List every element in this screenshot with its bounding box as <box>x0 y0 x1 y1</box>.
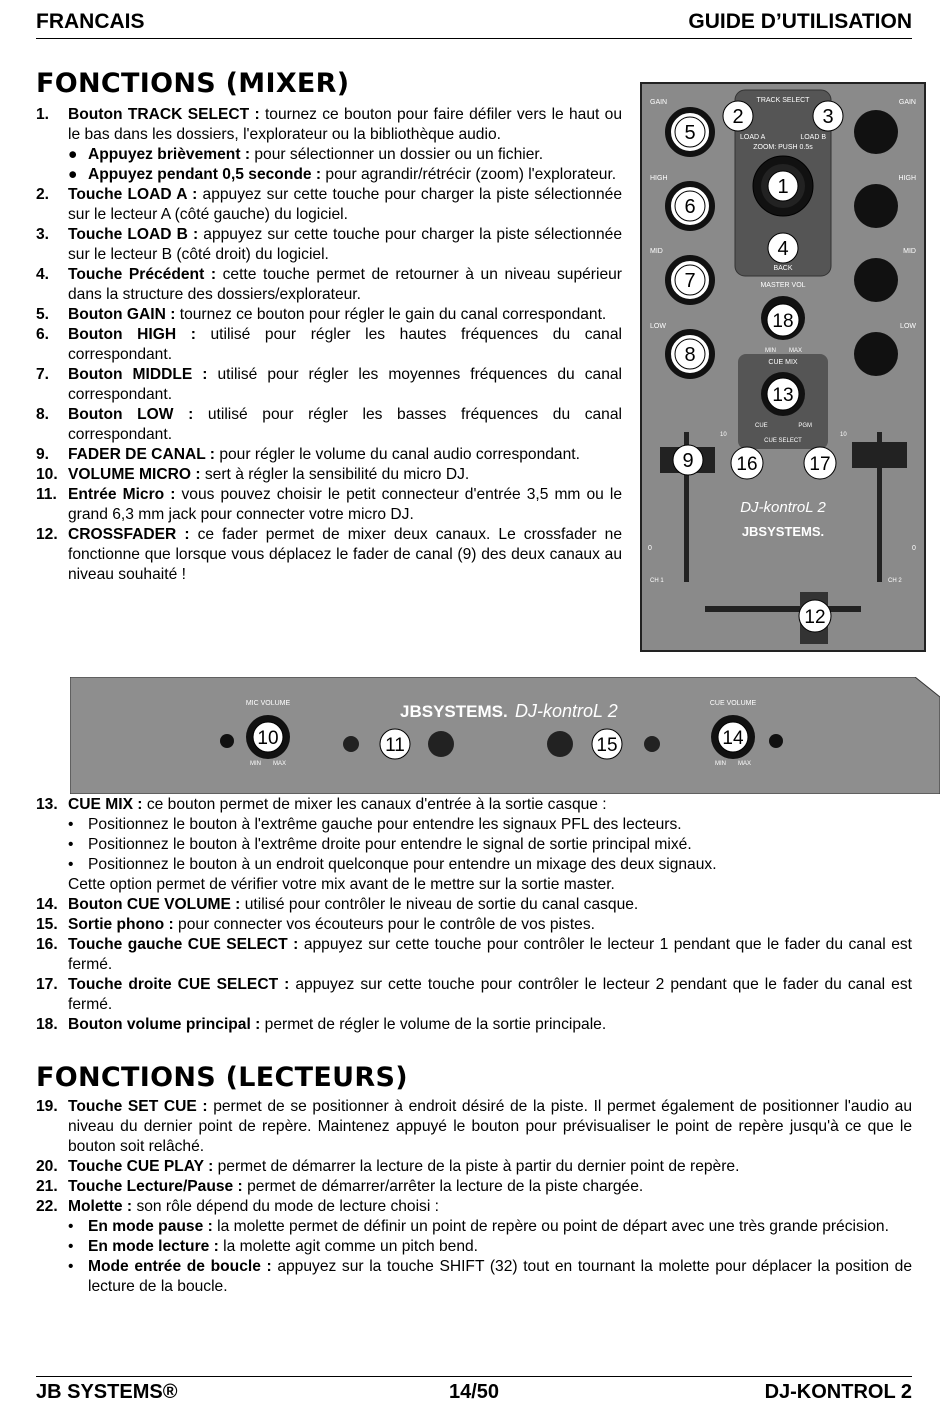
item-text: son rôle dépend du mode de lecture choisi : <box>132 1198 439 1215</box>
cue-volume-label: CUE VOLUME <box>709 700 757 707</box>
svg-text:14: 14 <box>722 728 744 749</box>
item-title: En mode pause : <box>88 1218 213 1235</box>
scale-zero-left: 0 <box>648 545 652 552</box>
gain-label-left: GAIN <box>650 99 668 106</box>
front-brand-logo: JBSYSTEMS. <box>400 702 508 721</box>
item-text: utilisé pour régler les moyennes fréquences du canal correspondant. <box>68 366 623 403</box>
callout-11 <box>380 729 410 759</box>
svg-text:4: 4 <box>777 238 789 260</box>
bullet-icon: • <box>68 1218 74 1235</box>
callout-4 <box>768 233 798 263</box>
master-vol-label: MASTER VOL <box>760 282 806 289</box>
item-number: 2. <box>36 186 50 203</box>
list-item <box>36 525 622 585</box>
footer-brand: JB SYSTEMS® <box>36 1381 178 1403</box>
svg-text:15: 15 <box>596 735 618 756</box>
high-label-right: HIGH <box>898 175 916 182</box>
item-text: Positionnez le bouton à l'extrême gauche pour entendre les signaux PFL des lecteurs. <box>88 816 682 833</box>
callout-5 <box>675 117 705 147</box>
list-item <box>36 1015 912 1035</box>
item-number: 15. <box>36 916 58 933</box>
list-item <box>36 265 622 305</box>
item-number: 6. <box>36 326 50 343</box>
item-text: la molette permet de définir un point de repère ou point de départ avec une très grande précision. <box>212 1218 889 1235</box>
list-item <box>36 305 622 325</box>
bullet-icon: • <box>68 836 74 853</box>
item-number: 10. <box>36 466 58 483</box>
brand-logo: JBSYSTEMS. <box>741 524 825 539</box>
item-text: pour agrandir/rétrécir (zoom) l'explorateur. <box>321 166 617 183</box>
list-item <box>36 895 912 915</box>
item-text: appuyez sur cette touche pour contrôler le lecteur 2 pendant que le fader du canal est fermé. <box>68 976 912 1013</box>
item-text: pour régler le volume du canal audio correspondant. <box>215 446 580 463</box>
footer-model: DJ-KONTROL 2 <box>764 1381 912 1403</box>
item-text: pour connecter vos écouteurs pour le contrôle de vos pistes. <box>173 916 595 933</box>
svg-text:3: 3 <box>822 106 834 128</box>
item-text: utilisé pour régler les hautes fréquences du canal correspondant. <box>68 326 622 363</box>
item-text: appuyez sur cette touche pour charger la piste sélectionnée sur le lecteur B (côté droit) du logiciel. <box>68 226 622 263</box>
callout-16 <box>731 447 763 479</box>
item-text: ce fader permet de mixer deux canaux. Le crossfader ne fonctionne que lorsque vous déplacez le fader de canal (9) des deux canaux au niveau souhaité ! <box>68 526 622 583</box>
header-guide-title: GUIDE D’UTILISATION <box>688 10 912 33</box>
item-number: 21. <box>36 1178 58 1195</box>
cue-max-label: MAX <box>737 761 751 767</box>
list-subitem <box>36 165 622 185</box>
callout-6 <box>675 191 705 221</box>
item-title: Bouton HIGH : <box>68 326 196 343</box>
item-text: tournez ce bouton pour régler le gain du canal correspondant. <box>175 306 607 323</box>
item-title: Bouton CUE VOLUME : <box>68 896 241 913</box>
scale-zero-right: 0 <box>912 545 916 552</box>
low-label-left: LOW <box>650 323 666 330</box>
list-item <box>36 445 622 465</box>
player-functions-list <box>36 1097 912 1297</box>
item-number: 8. <box>36 406 50 423</box>
list-item <box>36 365 622 405</box>
mid-label-right: MID <box>903 248 916 255</box>
item-text: vous pouvez choisir le petit connecteur d'entrée 3,5 mm ou le grand 6,3 mm jack pour connecter votre micro DJ. <box>68 486 622 523</box>
min-label: MIN <box>765 348 776 354</box>
mic-min-label: MIN <box>250 761 261 767</box>
item-text: utilisé pour contrôler le niveau de sortie du canal casque. <box>240 896 639 913</box>
gain-knob-right <box>854 110 898 154</box>
list-item <box>36 105 622 145</box>
svg-text:2: 2 <box>732 106 744 128</box>
svg-text:18: 18 <box>772 311 794 332</box>
screw-left-icon <box>220 734 234 748</box>
item-title: Touche Lecture/Pause : <box>68 1178 243 1195</box>
list-item <box>36 1197 912 1217</box>
item-text: la molette agit comme un pitch bend. <box>218 1238 479 1255</box>
item-number: 16. <box>36 936 58 953</box>
list-item <box>36 795 912 815</box>
page-number: 14/50 <box>448 1381 500 1403</box>
header-language: FRANCAIS <box>36 10 145 33</box>
cue-label: CUE <box>755 423 768 429</box>
mixer-functions-list <box>36 105 622 585</box>
callout-18 <box>767 304 799 336</box>
list-subitem <box>36 815 912 835</box>
list-item <box>36 225 622 265</box>
gain-label-right: GAIN <box>898 99 916 106</box>
bullet-icon: • <box>68 816 74 833</box>
page-header <box>36 6 912 39</box>
svg-text:9: 9 <box>682 450 694 472</box>
item-title: VOLUME MICRO : <box>68 466 201 483</box>
callout-3 <box>813 101 843 131</box>
callout-17 <box>804 447 836 479</box>
scale-ten-left: 10 <box>720 432 727 438</box>
list-item <box>36 185 622 225</box>
item-title: Touche droite CUE SELECT : <box>68 976 290 993</box>
item-title: Bouton LOW : <box>68 406 194 423</box>
pgm-label: PGM <box>798 423 812 429</box>
front-panel-illustration <box>70 677 940 794</box>
screw-right-icon <box>769 734 783 748</box>
list-item <box>36 975 912 1015</box>
callout-15 <box>592 729 622 759</box>
mic-max-label: MAX <box>272 761 286 767</box>
item-title: Touche LOAD A : <box>68 186 198 203</box>
item-number: 3. <box>36 226 50 243</box>
item-title: Bouton GAIN : <box>68 306 176 323</box>
item-text: ce bouton permet de mixer les canaux d'entrée à la sortie casque : <box>142 796 607 813</box>
track-select-label: TRACK SELECT <box>756 97 810 104</box>
section-title-mixer: FONCTIONS (MIXER) <box>36 68 350 99</box>
crossfader-track <box>705 606 861 612</box>
list-item <box>36 405 622 445</box>
item-number: 12. <box>36 526 58 543</box>
list-subitem <box>36 1217 912 1237</box>
svg-text:16: 16 <box>736 454 758 475</box>
mic-jack-small-icon <box>343 736 359 752</box>
callout-7 <box>675 265 705 295</box>
max-label: MAX <box>788 348 802 354</box>
callout-13 <box>767 378 799 410</box>
callout-2 <box>723 101 753 131</box>
svg-text:5: 5 <box>684 122 696 144</box>
load-a-label: LOAD A <box>740 134 766 141</box>
phones-jack-small-icon <box>644 736 660 752</box>
list-item <box>36 465 622 485</box>
mixer-panel-illustration <box>640 82 926 652</box>
list-subitem <box>36 145 622 165</box>
mic-volume-label: MIC VOLUME <box>245 700 291 707</box>
item-number: 5. <box>36 306 50 323</box>
bullet-icon: • <box>68 1258 74 1275</box>
ch2-label: CH 2 <box>888 578 902 584</box>
ch1-label: CH 1 <box>650 578 664 584</box>
svg-text:11: 11 <box>385 735 405 756</box>
item-number: 11. <box>36 486 57 503</box>
svg-text:6: 6 <box>684 196 696 218</box>
item-text: pour sélectionner un dossier ou un fichier. <box>250 146 544 163</box>
item-text: appuyez sur la touche SHIFT (32) tout en tournant la molette pour déplacer la position de lecture de la boucle. <box>88 1258 912 1295</box>
channel-fader-cap-right <box>852 442 907 468</box>
item-title: Touche gauche CUE SELECT : <box>68 936 299 953</box>
svg-text:10: 10 <box>257 728 279 749</box>
callout-10 <box>253 722 283 752</box>
load-b-label: LOAD B <box>800 134 826 141</box>
phones-jack-large-icon <box>547 731 573 757</box>
item-text: tournez ce bouton pour faire défiler vers le haut ou le bas dans les dossiers, l'explorateur ou la bibliothèque audio. <box>68 106 622 143</box>
item-title: Appuyez pendant 0,5 seconde : <box>88 166 322 183</box>
page-footer <box>36 1376 912 1403</box>
scale-ten-right: 10 <box>840 432 847 438</box>
list-note: Cette option permet de vérifier votre mix avant de le mettre sur la sortie master. <box>68 876 615 893</box>
item-title: Touche Précédent : <box>68 266 217 283</box>
item-title: Entrée Micro : <box>68 486 176 503</box>
callout-14 <box>718 722 748 752</box>
list-item <box>36 1157 912 1177</box>
list-item <box>36 935 912 975</box>
item-number: 9. <box>36 446 50 463</box>
mixer-functions-list-continued <box>36 795 912 1035</box>
callout-12 <box>799 600 831 632</box>
section-title-players: FONCTIONS (LECTEURS) <box>36 1062 408 1093</box>
cue-select-label: CUE SELECT <box>764 438 802 444</box>
item-title: Touche LOAD B : <box>68 226 199 243</box>
item-text: cette touche permet de retourner à un niveau supérieur dans la structure des dossiers/explorateur. <box>68 266 622 303</box>
low-knob-right <box>854 332 898 376</box>
item-number: 14. <box>36 896 58 913</box>
item-text: permet de régler le volume de la sortie principale. <box>260 1016 607 1033</box>
zoom-label: ZOOM: PUSH 0.5s <box>753 144 813 151</box>
list-item <box>36 1177 912 1197</box>
svg-text:17: 17 <box>809 454 831 475</box>
high-label-left: HIGH <box>650 175 668 182</box>
front-panel-body <box>70 677 940 794</box>
item-text: permet de se positionner à endroit désiré de la piste. Il permet également de positionner l'audio au niveau du dernier point de repère. Maintenez appuyé le bouton pour prévisualiser le point de repère jusqu'à ce que le bouton soit relâché. <box>68 1098 912 1155</box>
item-text: Positionnez le bouton à l'extrême droite pour entendre le signal de sortie principal mixé. <box>88 836 692 853</box>
item-text: permet de démarrer la lecture de la piste à partir du dernier point de repère. <box>213 1158 740 1175</box>
item-number: 7. <box>36 366 50 383</box>
low-label-right: LOW <box>900 323 916 330</box>
item-title: CROSSFADER : <box>68 526 190 543</box>
bullet-icon: ● <box>68 166 78 183</box>
mid-label-left: MID <box>650 248 663 255</box>
bullet-icon: ● <box>68 146 78 163</box>
back-label: BACK <box>773 265 793 272</box>
item-title: Touche CUE PLAY : <box>68 1158 214 1175</box>
item-number: 1. <box>36 106 50 123</box>
callout-9 <box>673 445 703 475</box>
list-subitem <box>36 1237 912 1257</box>
list-item <box>36 325 622 365</box>
item-number: 13. <box>36 796 58 813</box>
item-number: 4. <box>36 266 50 283</box>
item-number: 22. <box>36 1198 58 1215</box>
item-title: En mode lecture : <box>88 1238 219 1255</box>
list-subitem <box>36 1257 912 1297</box>
list-subitem <box>36 855 912 875</box>
item-title: Appuyez brièvement : <box>88 146 251 163</box>
item-text: sert à régler la sensibilité du micro DJ. <box>200 466 470 483</box>
item-title: Bouton volume principal : <box>68 1016 261 1033</box>
item-text: utilisé pour régler les basses fréquences du canal correspondant. <box>68 406 622 443</box>
list-item <box>36 485 622 525</box>
item-text: appuyez sur cette touche pour charger la piste sélectionnée sur le lecteur A (côté gauche) du logiciel. <box>68 186 622 223</box>
item-number: 20. <box>36 1158 58 1175</box>
item-title: Sortie phono : <box>68 916 174 933</box>
model-logo: DJ-kontroL 2 <box>740 499 826 516</box>
svg-text:1: 1 <box>777 176 789 198</box>
item-title: Mode entrée de boucle : <box>88 1258 272 1275</box>
mid-knob-right <box>854 258 898 302</box>
mic-jack-large-icon <box>428 731 454 757</box>
item-title: Molette : <box>68 1198 133 1215</box>
front-model-logo: DJ-kontroL 2 <box>515 701 618 721</box>
item-title: FADER DE CANAL : <box>68 446 215 463</box>
item-title: Bouton MIDDLE : <box>68 366 208 383</box>
svg-text:7: 7 <box>684 270 696 292</box>
callout-1 <box>768 171 798 201</box>
list-subitem <box>36 835 912 855</box>
list-item <box>36 1097 912 1157</box>
svg-text:8: 8 <box>684 344 696 366</box>
item-title: CUE MIX : <box>68 796 143 813</box>
item-title: Bouton TRACK SELECT : <box>68 106 260 123</box>
item-number: 19. <box>36 1098 58 1115</box>
cue-mix-label: CUE MIX <box>768 359 798 366</box>
bullet-icon: • <box>68 856 74 873</box>
item-title: Touche SET CUE : <box>68 1098 208 1115</box>
svg-text:13: 13 <box>772 385 794 406</box>
high-knob-right <box>854 184 898 228</box>
item-text: appuyez sur cette touche pour contrôler le lecteur 1 pendant que le fader du canal est fermé. <box>68 936 912 973</box>
item-text: Positionnez le bouton à un endroit quelconque pour entendre un mixage des deux signaux. <box>88 856 717 873</box>
list-item <box>36 915 912 935</box>
svg-text:12: 12 <box>804 607 826 628</box>
callout-8 <box>675 339 705 369</box>
item-text: permet de démarrer/arrêter la lecture de la piste chargée. <box>242 1178 644 1195</box>
cue-min-label: MIN <box>715 761 726 767</box>
item-number: 17. <box>36 976 58 993</box>
item-number: 18. <box>36 1016 58 1033</box>
bullet-icon: • <box>68 1238 74 1255</box>
